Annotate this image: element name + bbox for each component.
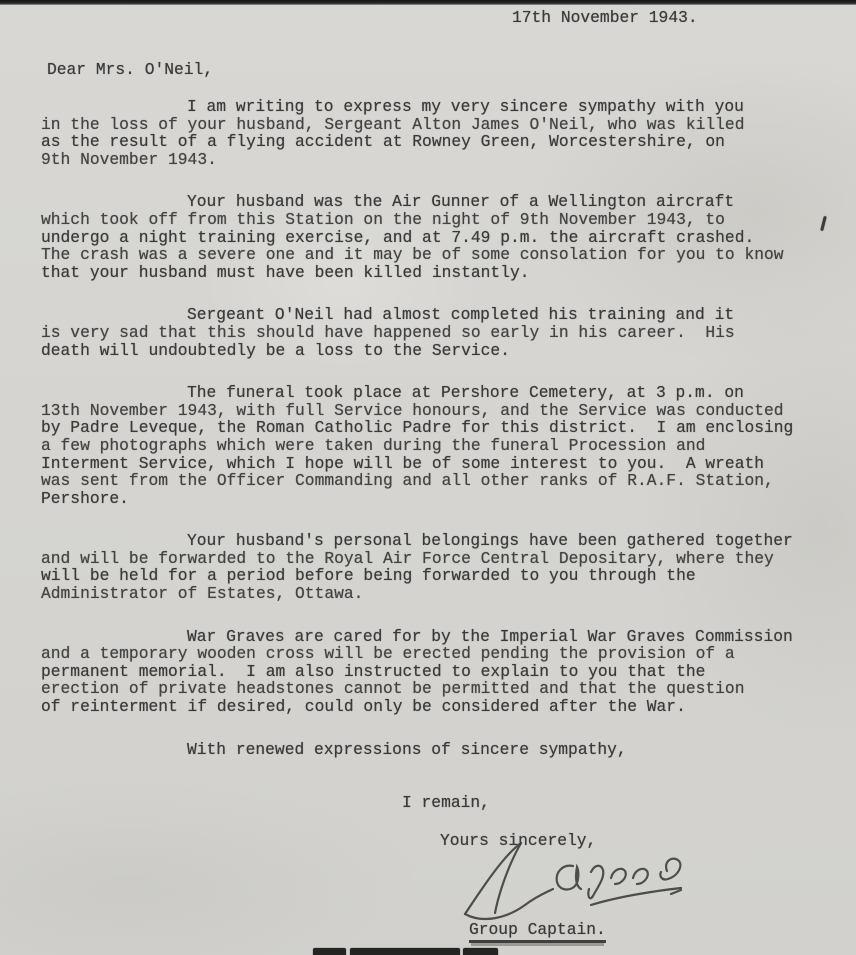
letter-body xyxy=(41,98,836,783)
cut-off-black-block xyxy=(463,948,498,955)
text-line: With renewed expressions of sincere sympathy, xyxy=(187,739,627,759)
text-line: Interment Service, which I hope will be of some interest to you. A wreath xyxy=(41,453,765,473)
cut-off-black-block xyxy=(313,948,346,955)
text-line: was sent from the Officer Commanding and all other ranks of R.A.F. Station, xyxy=(41,471,774,491)
text-line: undergo a night training exercise, and at 7.49 p.m. the aircraft crashed. xyxy=(41,227,755,247)
signer-title: Group Captain. xyxy=(469,920,606,943)
closing-yours-sincerely: Yours sincerely, xyxy=(440,831,597,850)
text-line: permanent memorial. I am also instructed to explain to you that the xyxy=(41,661,706,681)
text-line: Sergeant O'Neil had almost completed his training and it xyxy=(187,305,735,325)
letter-date: 17th November 1943. xyxy=(512,8,698,27)
closing-i-remain: I remain, xyxy=(402,793,490,812)
paragraph xyxy=(41,741,836,759)
paragraph xyxy=(41,306,836,359)
text-line: erection of private headstones cannot be permitted and that the question xyxy=(41,679,745,699)
salutation: Dear Mrs. O'Neil, xyxy=(47,60,214,79)
paragraph xyxy=(41,384,836,507)
text-line: Pershore. xyxy=(41,488,129,508)
paragraph xyxy=(41,98,836,168)
text-line: death will undoubtedly be a loss to the Service. xyxy=(41,340,510,360)
text-line: which took off from this Station on the night of 9th November 1943, to xyxy=(41,209,725,229)
text-line: in the loss of your husband, Sergeant Alton James O'Neil, who was killed xyxy=(41,114,745,134)
text-line: and a temporary wooden cross will be erected pending the provision of a xyxy=(41,644,735,664)
text-line: Your husband's personal belongings have been gathered together xyxy=(187,531,793,551)
text-line: 13th November 1943, with full Service honours, and the Service was conducted xyxy=(41,400,784,420)
text-line: War Graves are cared for by the Imperial War Graves Commission xyxy=(187,626,793,646)
text-line: The funeral took place at Pershore Cemetery, at 3 p.m. on xyxy=(187,383,744,403)
text-line: is very sad that this should have happened so early in his career. His xyxy=(41,322,735,342)
paragraph xyxy=(41,628,836,716)
text-line: will be held for a period before being forwarded to you through the xyxy=(41,566,696,586)
cut-off-black-block xyxy=(350,948,460,955)
text-line: The crash was a severe one and it may be of some consolation for you to know xyxy=(41,245,784,265)
text-line: Your husband was the Air Gunner of a Wellington aircraft xyxy=(187,192,735,212)
paragraph xyxy=(41,532,836,602)
paragraph xyxy=(41,193,836,281)
text-line: 9th November 1943. xyxy=(41,149,217,169)
text-line: that your husband must have been killed instantly. xyxy=(41,262,530,282)
text-line: a few photographs which were taken during the funeral Procession and xyxy=(41,435,706,455)
text-line: as the result of a flying accident at Rowney Green, Worcestershire, on xyxy=(41,132,725,152)
signature-handwriting xyxy=(455,838,690,922)
text-line: of reinterment if desired, could only be considered after the War. xyxy=(41,697,686,717)
text-line: Administrator of Estates, Ottawa. xyxy=(41,584,364,604)
text-line: I am writing to express my very sincere sympathy with you xyxy=(187,97,744,116)
text-line: by Padre Leveque, the Roman Catholic Padre for this district. I am enclosing xyxy=(41,418,794,438)
text-line: and will be forwarded to the Royal Air Force Central Depositary, where they xyxy=(41,548,774,568)
scan-top-edge xyxy=(0,0,856,5)
